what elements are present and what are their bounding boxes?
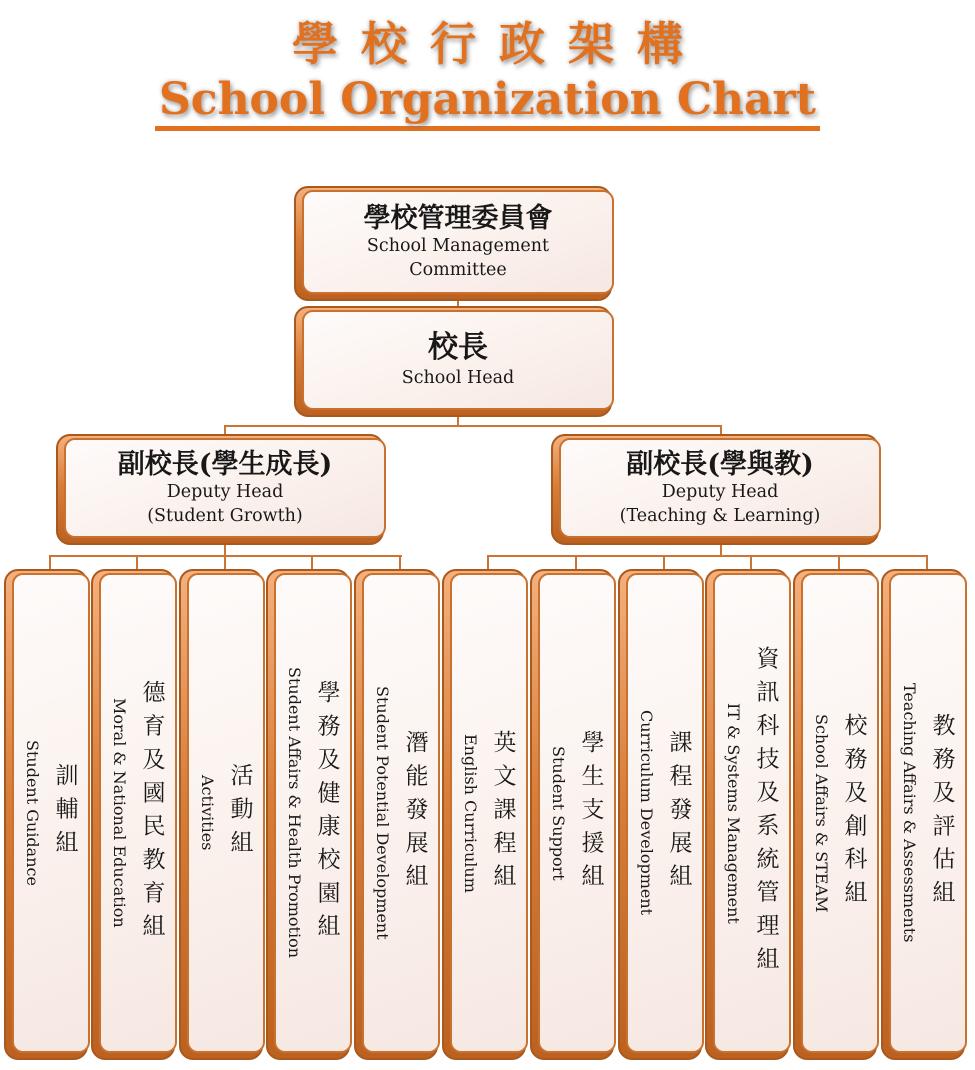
node-label-zh: 校務及創科組 [840, 712, 867, 914]
node-teaching-affairs-assessments [889, 573, 967, 1053]
node-label-zh: 學生支援組 [577, 729, 604, 897]
node-label-zh: 教務及評估組 [928, 712, 955, 914]
node-label-en: Student Support [549, 745, 569, 881]
node-label-en: Deputy Head [166, 482, 284, 503]
node-label-en: Activities [198, 775, 218, 851]
node-label-en: Curriculum Development [637, 710, 657, 916]
node-school-management-committee [302, 190, 614, 294]
node-student-potential-development [362, 573, 440, 1053]
node-label-en: Student Affairs & Health Promotion [285, 667, 305, 959]
node-label-en: School Management [366, 236, 550, 257]
node-label-en: Teaching Affairs & Assessments [900, 683, 920, 943]
node-label-en: School Affairs & STEAM [812, 713, 832, 913]
node-label-zh: 訓輔組 [51, 762, 78, 864]
node-label-en: English Curriculum [461, 733, 481, 893]
node-moral-national-education [99, 573, 177, 1053]
node-label-en: (Student Growth) [147, 505, 303, 526]
connector-right-children-horizontal [487, 555, 928, 557]
chart-title-english [0, 74, 975, 131]
node-english-curriculum [450, 573, 528, 1053]
chart-title-english-underlined: School Organization Chart [155, 74, 820, 131]
node-deputy-head-student-growth [64, 438, 386, 538]
node-label-zh: 副校長(學生成長) [117, 448, 333, 480]
node-label-en: Committee [409, 259, 507, 280]
node-label-en: Moral & National Education [110, 698, 130, 928]
node-label-en: Deputy Head [661, 482, 779, 503]
node-label-en: Student Guidance [23, 740, 43, 886]
node-it-systems-management [713, 573, 791, 1053]
node-label-zh: 課程發展組 [665, 729, 692, 897]
node-school-affairs-steam [801, 573, 879, 1053]
node-label-en: (Teaching & Learning) [619, 505, 821, 526]
node-student-affairs-health-promotion [274, 573, 352, 1053]
node-label-zh: 潛能發展組 [401, 729, 428, 897]
node-label-zh: 學務及健康校園組 [313, 679, 340, 947]
node-label-en: School Head [401, 367, 515, 388]
node-activities [187, 573, 265, 1053]
node-student-support [538, 573, 616, 1053]
node-label-zh: 活動組 [226, 762, 253, 864]
node-school-head [302, 310, 614, 410]
node-label-zh: 德育及國民教育組 [138, 679, 165, 947]
node-label-zh: 英文課程組 [489, 729, 516, 897]
connector-deputies-horizontal [225, 425, 722, 427]
node-label-en: Student Potential Development [373, 686, 393, 940]
node-label-zh: 學校管理委員會 [363, 202, 553, 234]
chart-title-chinese: 學校行政架構 [292, 17, 706, 71]
node-label-en: IT & Systems Management [724, 702, 744, 924]
node-student-guidance [12, 573, 90, 1053]
node-curriculum-development [626, 573, 704, 1053]
node-label-zh: 校長 [428, 330, 488, 366]
node-label-zh: 副校長(學與教) [626, 448, 814, 480]
node-label-zh: 資訊科技及系統管理組 [752, 646, 779, 980]
node-deputy-head-teaching-learning [559, 438, 881, 538]
